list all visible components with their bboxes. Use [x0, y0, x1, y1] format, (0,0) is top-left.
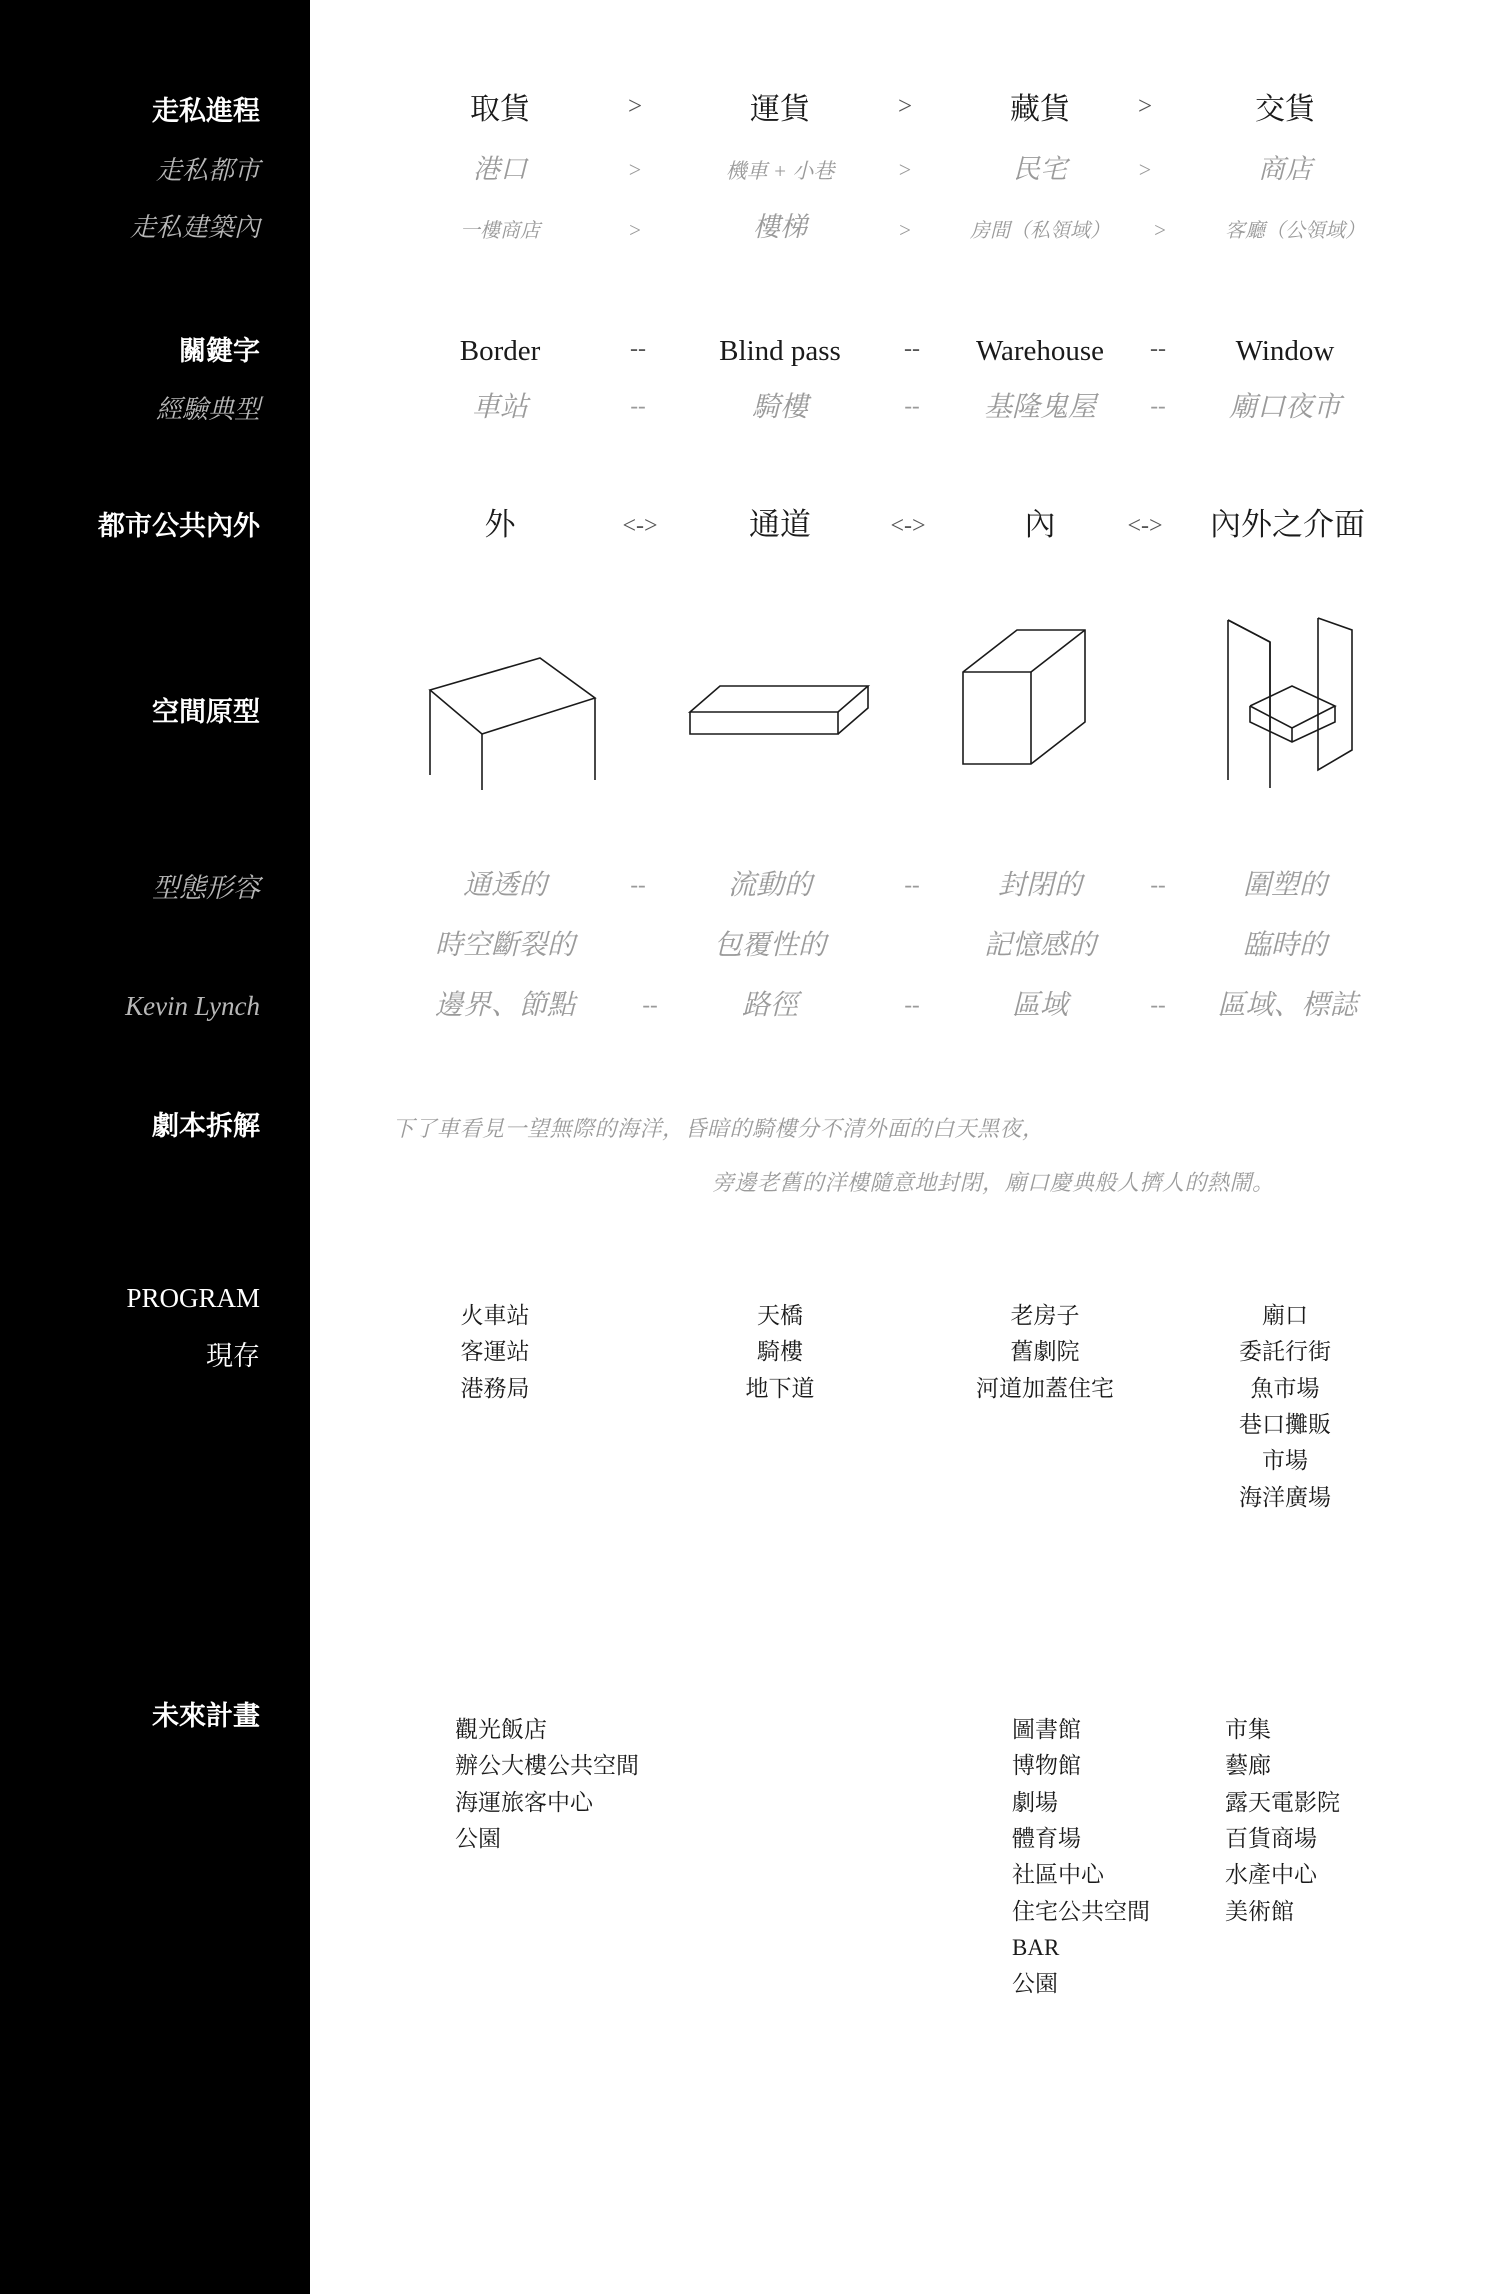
- program-existing-item: 地下道: [745, 1375, 815, 1401]
- public-private-separator-3: <->: [1127, 513, 1163, 539]
- program-future-item: 觀光飯店: [455, 1717, 547, 1742]
- public-private-separator-2: <->: [890, 513, 926, 539]
- keyword-item-4: Window: [1235, 335, 1335, 367]
- program-existing-item: 天橋: [757, 1303, 803, 1328]
- building-separator-1: >: [629, 218, 641, 242]
- row-label-program-en: PROGRAM: [126, 1283, 260, 1313]
- keyword-item-2: Blind pass: [719, 335, 841, 367]
- process-item-4: 交貨: [1255, 93, 1315, 126]
- program-existing-item: 老房子: [1010, 1303, 1080, 1328]
- city-separator-1: >: [628, 157, 642, 182]
- keyword-item-3: Warehouse: [975, 335, 1105, 367]
- flat-slab-icon: [690, 672, 870, 752]
- form-separator-2: --: [904, 872, 920, 897]
- program-future-item: 藝廊: [1225, 1753, 1271, 1779]
- building-item-3: 房間（私領域）: [970, 220, 1110, 242]
- program-existing-item: 火車站: [460, 1303, 530, 1328]
- form-adjective-2-3: 記憶感的: [983, 930, 1096, 961]
- program-future-item: 露天電影院: [1225, 1789, 1340, 1815]
- program-future-item: 體育場: [1012, 1825, 1081, 1851]
- row-label-form-adjective: 型態形容: [152, 873, 260, 903]
- process-item-3: 藏貨: [1010, 93, 1070, 126]
- form-separator-1: --: [630, 872, 646, 897]
- form-adjective-1-1: 通透的: [462, 870, 547, 901]
- program-future-column-1: [455, 1712, 725, 1857]
- building-item-1: 一樓商店: [460, 220, 540, 242]
- program-future-item: 劇場: [1012, 1789, 1058, 1815]
- experience-item-3: 基隆鬼屋: [983, 392, 1096, 423]
- canopy-table-icon: [390, 630, 600, 790]
- row-label-keywords: 關鍵字: [179, 336, 260, 366]
- public-private-item-4: 內外之介面: [1210, 507, 1365, 542]
- program-future-item: 美術館: [1225, 1898, 1294, 1924]
- building-separator-3: >: [1154, 218, 1166, 242]
- row-label-smuggling-building: 走私建築內: [129, 213, 260, 242]
- program-future-item: 公園: [1012, 1971, 1058, 1997]
- form-adjective-2-1: 時空斷裂的: [434, 930, 575, 961]
- process-item-1: 取貨: [470, 93, 530, 126]
- keyword-item-1: Border: [459, 335, 541, 367]
- process-item-2: 運貨: [750, 93, 810, 126]
- program-existing-item: 巷口攤販: [1239, 1411, 1331, 1437]
- keyword-separator-2: --: [904, 336, 920, 362]
- program-future-item: BAR: [1012, 1934, 1060, 1960]
- lynch-item-3: 區域: [1011, 990, 1068, 1021]
- program-future-column-4: [1225, 1712, 1445, 1930]
- process-separator-1: >: [627, 93, 643, 120]
- city-separator-2: >: [898, 157, 912, 182]
- city-item-4: 商店: [1258, 154, 1312, 184]
- experience-separator-2: --: [904, 393, 920, 418]
- program-future-item: 公園: [455, 1825, 501, 1851]
- program-existing-column-1: [400, 1298, 590, 1407]
- city-separator-3: >: [1138, 157, 1152, 182]
- lynch-item-4: 區域、標誌: [1217, 990, 1358, 1021]
- row-label-public-private: 都市公共內外: [98, 511, 260, 541]
- public-private-item-3: 內: [1024, 507, 1056, 542]
- row-label-program-zh: 現存: [206, 1341, 260, 1371]
- program-future-item: 博物館: [1012, 1753, 1081, 1779]
- experience-separator-3: --: [1150, 393, 1166, 418]
- program-existing-column-3: [930, 1298, 1160, 1407]
- keyword-separator-1: --: [630, 336, 646, 362]
- experience-separator-1: --: [630, 393, 646, 418]
- program-existing-column-2: [690, 1298, 870, 1407]
- program-future-item: 水產中心: [1225, 1862, 1317, 1888]
- row-label-kevin-lynch: Kevin Lynch: [125, 991, 260, 1021]
- program-existing-item: 河道加蓋住宅: [976, 1375, 1114, 1401]
- program-existing-item: 港務局: [460, 1375, 530, 1401]
- keyword-separator-3: --: [1150, 336, 1166, 362]
- city-item-3: 民宅: [1013, 154, 1067, 184]
- program-existing-item: 市場: [1262, 1448, 1308, 1474]
- program-existing-item: 魚市場: [1250, 1375, 1320, 1401]
- form-adjective-1-2: 流動的: [727, 870, 812, 901]
- program-future-item: 辦公大樓公共空間: [455, 1753, 639, 1779]
- program-future-item: 社區中心: [1012, 1862, 1104, 1888]
- lynch-separator-2: --: [904, 992, 920, 1017]
- public-private-item-1: 外: [484, 507, 516, 542]
- row-label-script-breakdown: 劇本拆解: [152, 1111, 260, 1141]
- program-future-item: 市集: [1225, 1717, 1271, 1742]
- program-existing-column-4: [1190, 1298, 1380, 1516]
- lynch-item-1: 邊界、節點: [434, 990, 575, 1021]
- experience-item-1: 車站: [471, 392, 528, 423]
- form-separator-3: --: [1150, 872, 1166, 897]
- program-existing-item: 舊劇院: [1010, 1339, 1080, 1365]
- building-item-4: 客廳（公領域）: [1225, 220, 1365, 242]
- program-existing-item: 廟口: [1262, 1303, 1308, 1328]
- lynch-separator-1: --: [642, 992, 658, 1017]
- program-future-item: 海運旅客中心: [455, 1789, 593, 1815]
- building-item-2: 樓梯: [753, 212, 807, 242]
- form-adjective-1-4: 圍塑的: [1242, 870, 1327, 901]
- city-item-1: 港口: [473, 154, 527, 184]
- experience-item-2: 騎樓: [751, 392, 808, 423]
- row-label-smuggling-process: 走私進程: [152, 96, 260, 126]
- building-separator-2: >: [899, 218, 911, 242]
- program-future-item: 住宅公共空間: [1012, 1898, 1150, 1924]
- process-separator-3: >: [1137, 93, 1153, 120]
- lynch-separator-3: --: [1150, 992, 1166, 1017]
- row-label-future-plan: 未來計畫: [152, 1701, 260, 1731]
- city-item-2: 機車 + 小巷: [725, 159, 835, 183]
- program-future-item: 百貨商場: [1225, 1825, 1317, 1851]
- program-future-item: 圖書館: [1012, 1717, 1081, 1742]
- row-label-smuggling-city: 走私都市: [155, 156, 260, 185]
- script-line-2: 旁邊老舊的洋樓隨意地封閉，廟口慶典般人擠人的熱鬧。: [712, 1170, 1275, 1195]
- public-private-item-2: 通道: [749, 507, 811, 542]
- row-label-space-prototype: 空間原型: [152, 697, 260, 727]
- script-line-1: 下了車看見一望無際的海洋，昏暗的騎樓分不清外面的白天黑夜，: [392, 1116, 1045, 1141]
- closed-cube-icon: [955, 622, 1095, 782]
- form-adjective-1-3: 封閉的: [997, 870, 1082, 901]
- row-label-experience: 經驗典型: [155, 395, 260, 424]
- program-existing-item: 委託行街: [1239, 1339, 1331, 1365]
- form-adjective-2-4: 臨時的: [1242, 930, 1327, 961]
- lynch-item-2: 路徑: [741, 990, 798, 1021]
- form-adjective-2-2: 包覆性的: [713, 930, 826, 961]
- folded-wall-icon: [1200, 610, 1360, 790]
- process-separator-2: >: [897, 93, 913, 120]
- program-existing-item: 騎樓: [757, 1339, 803, 1365]
- program-existing-item: 海洋廣場: [1239, 1484, 1331, 1510]
- program-existing-item: 客運站: [460, 1339, 530, 1365]
- public-private-separator-1: <->: [622, 513, 658, 539]
- experience-item-4: 廟口夜市: [1228, 392, 1341, 423]
